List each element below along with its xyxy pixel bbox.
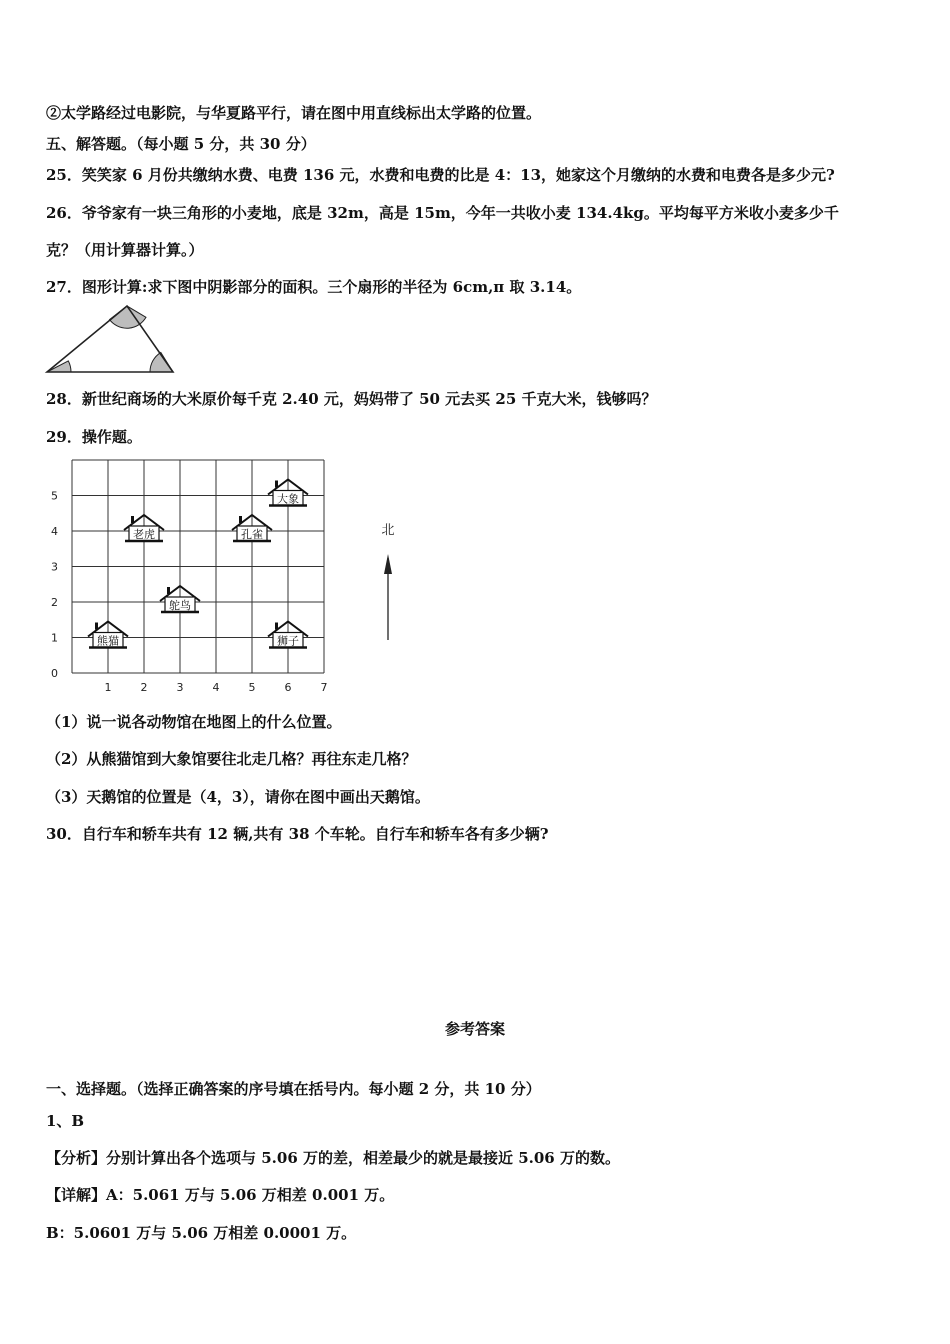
question-27: 27．图形计算:求下图中阴影部分的面积。三个扇形的半径为 6cm,π 取 3.14。 <box>46 278 582 296</box>
x-tick-label: 2 <box>140 681 148 694</box>
question-26-line2: 克？（用计算器计算。） <box>46 241 204 259</box>
section-5-heading: 五、解答题。（每小题 5 分，共 30 分） <box>46 135 316 153</box>
triangle-figure <box>44 302 179 376</box>
zoo-grid-map <box>40 455 350 700</box>
answer-1-analysis: 【分析】分别计算出各个选项与 5.06 万的差，相差最少的就是最接近 5.06 万的数。 <box>46 1149 620 1167</box>
y-tick-label: 2 <box>51 596 58 609</box>
house-chimney-icon <box>131 516 134 523</box>
question-25: 25．笑笑家 6 月份共缴纳水费、电费 136 元，水费和电费的比是 4：13，她家这个月缴纳的水费和电费各是多少元? <box>46 166 835 184</box>
answer-1-detail-a: 【详解】A：5.061 万与 5.06 万相差 0.001 万。 <box>46 1186 395 1204</box>
question-29-1: （1）说一说各动物馆在地图上的什么位置。 <box>46 713 342 731</box>
answer-1: 1、B <box>46 1112 85 1130</box>
animal-house-label: 鸵鸟 <box>169 599 191 612</box>
question-29-2: （2）从熊猫馆到大象馆要往北走几格？再往东走几格？ <box>46 750 417 768</box>
animal-house-label: 大象 <box>277 492 299 506</box>
x-tick-label: 6 <box>284 681 292 694</box>
x-tick-label: 5 <box>248 681 256 694</box>
house-chimney-icon <box>275 623 278 630</box>
y-tick-label: 4 <box>51 525 58 538</box>
animal-house-label: 老虎 <box>133 528 155 541</box>
question-30: 30．自行车和轿车共有 12 辆,共有 38 个车轮。自行车和轿车各有多少辆? <box>46 825 549 843</box>
question-29: 29．操作题。 <box>46 428 142 446</box>
house-chimney-icon <box>275 481 278 488</box>
x-tick-label: 4 <box>212 681 220 694</box>
animal-house-label: 狮子 <box>277 634 299 648</box>
house-chimney-icon <box>239 516 242 523</box>
x-tick-label: 1 <box>104 681 112 694</box>
answer-section-1: 一、选择题。（选择正确答案的序号填在括号内。每小题 2 分，共 10 分） <box>46 1080 541 1098</box>
north-arrow <box>376 518 400 642</box>
y-tick-label: 3 <box>51 560 58 574</box>
y-tick-label: 5 <box>51 489 58 503</box>
animal-house-label: 孔雀 <box>241 528 263 541</box>
question-24-part2: ②太学路经过电影院，与华夏路平行，请在图中用直线标出太学路的位置。 <box>46 104 542 122</box>
house-chimney-icon <box>167 587 170 594</box>
house-chimney-icon <box>95 623 98 630</box>
y-tick-label: 0 <box>51 667 58 680</box>
animal-house-label: 熊猫 <box>97 634 119 648</box>
north-label: 北 <box>381 523 395 538</box>
answer-1-detail-b: B：5.0601 万与 5.06 万相差 0.0001 万。 <box>46 1224 357 1242</box>
x-tick-label: 7 <box>320 681 328 694</box>
question-28: 28．新世纪商场的大米原价每千克 2.40 元，妈妈带了 50 元去买 25 千克大米，钱够吗？ <box>46 390 657 408</box>
question-29-3: （3）天鹅馆的位置是（4，3），请你在图中画出天鹅馆。 <box>46 788 430 806</box>
y-tick-label: 1 <box>51 631 58 645</box>
x-tick-label: 3 <box>176 681 184 694</box>
question-26-line1: 26．爷爷家有一块三角形的小麦地，底是 32m，高是 15m，今年一共收小麦 134.4kg。平均每平方米收小麦多少千 <box>46 204 839 222</box>
answer-title: 参考答案 <box>444 1020 505 1038</box>
arrow-head-icon <box>384 554 392 574</box>
